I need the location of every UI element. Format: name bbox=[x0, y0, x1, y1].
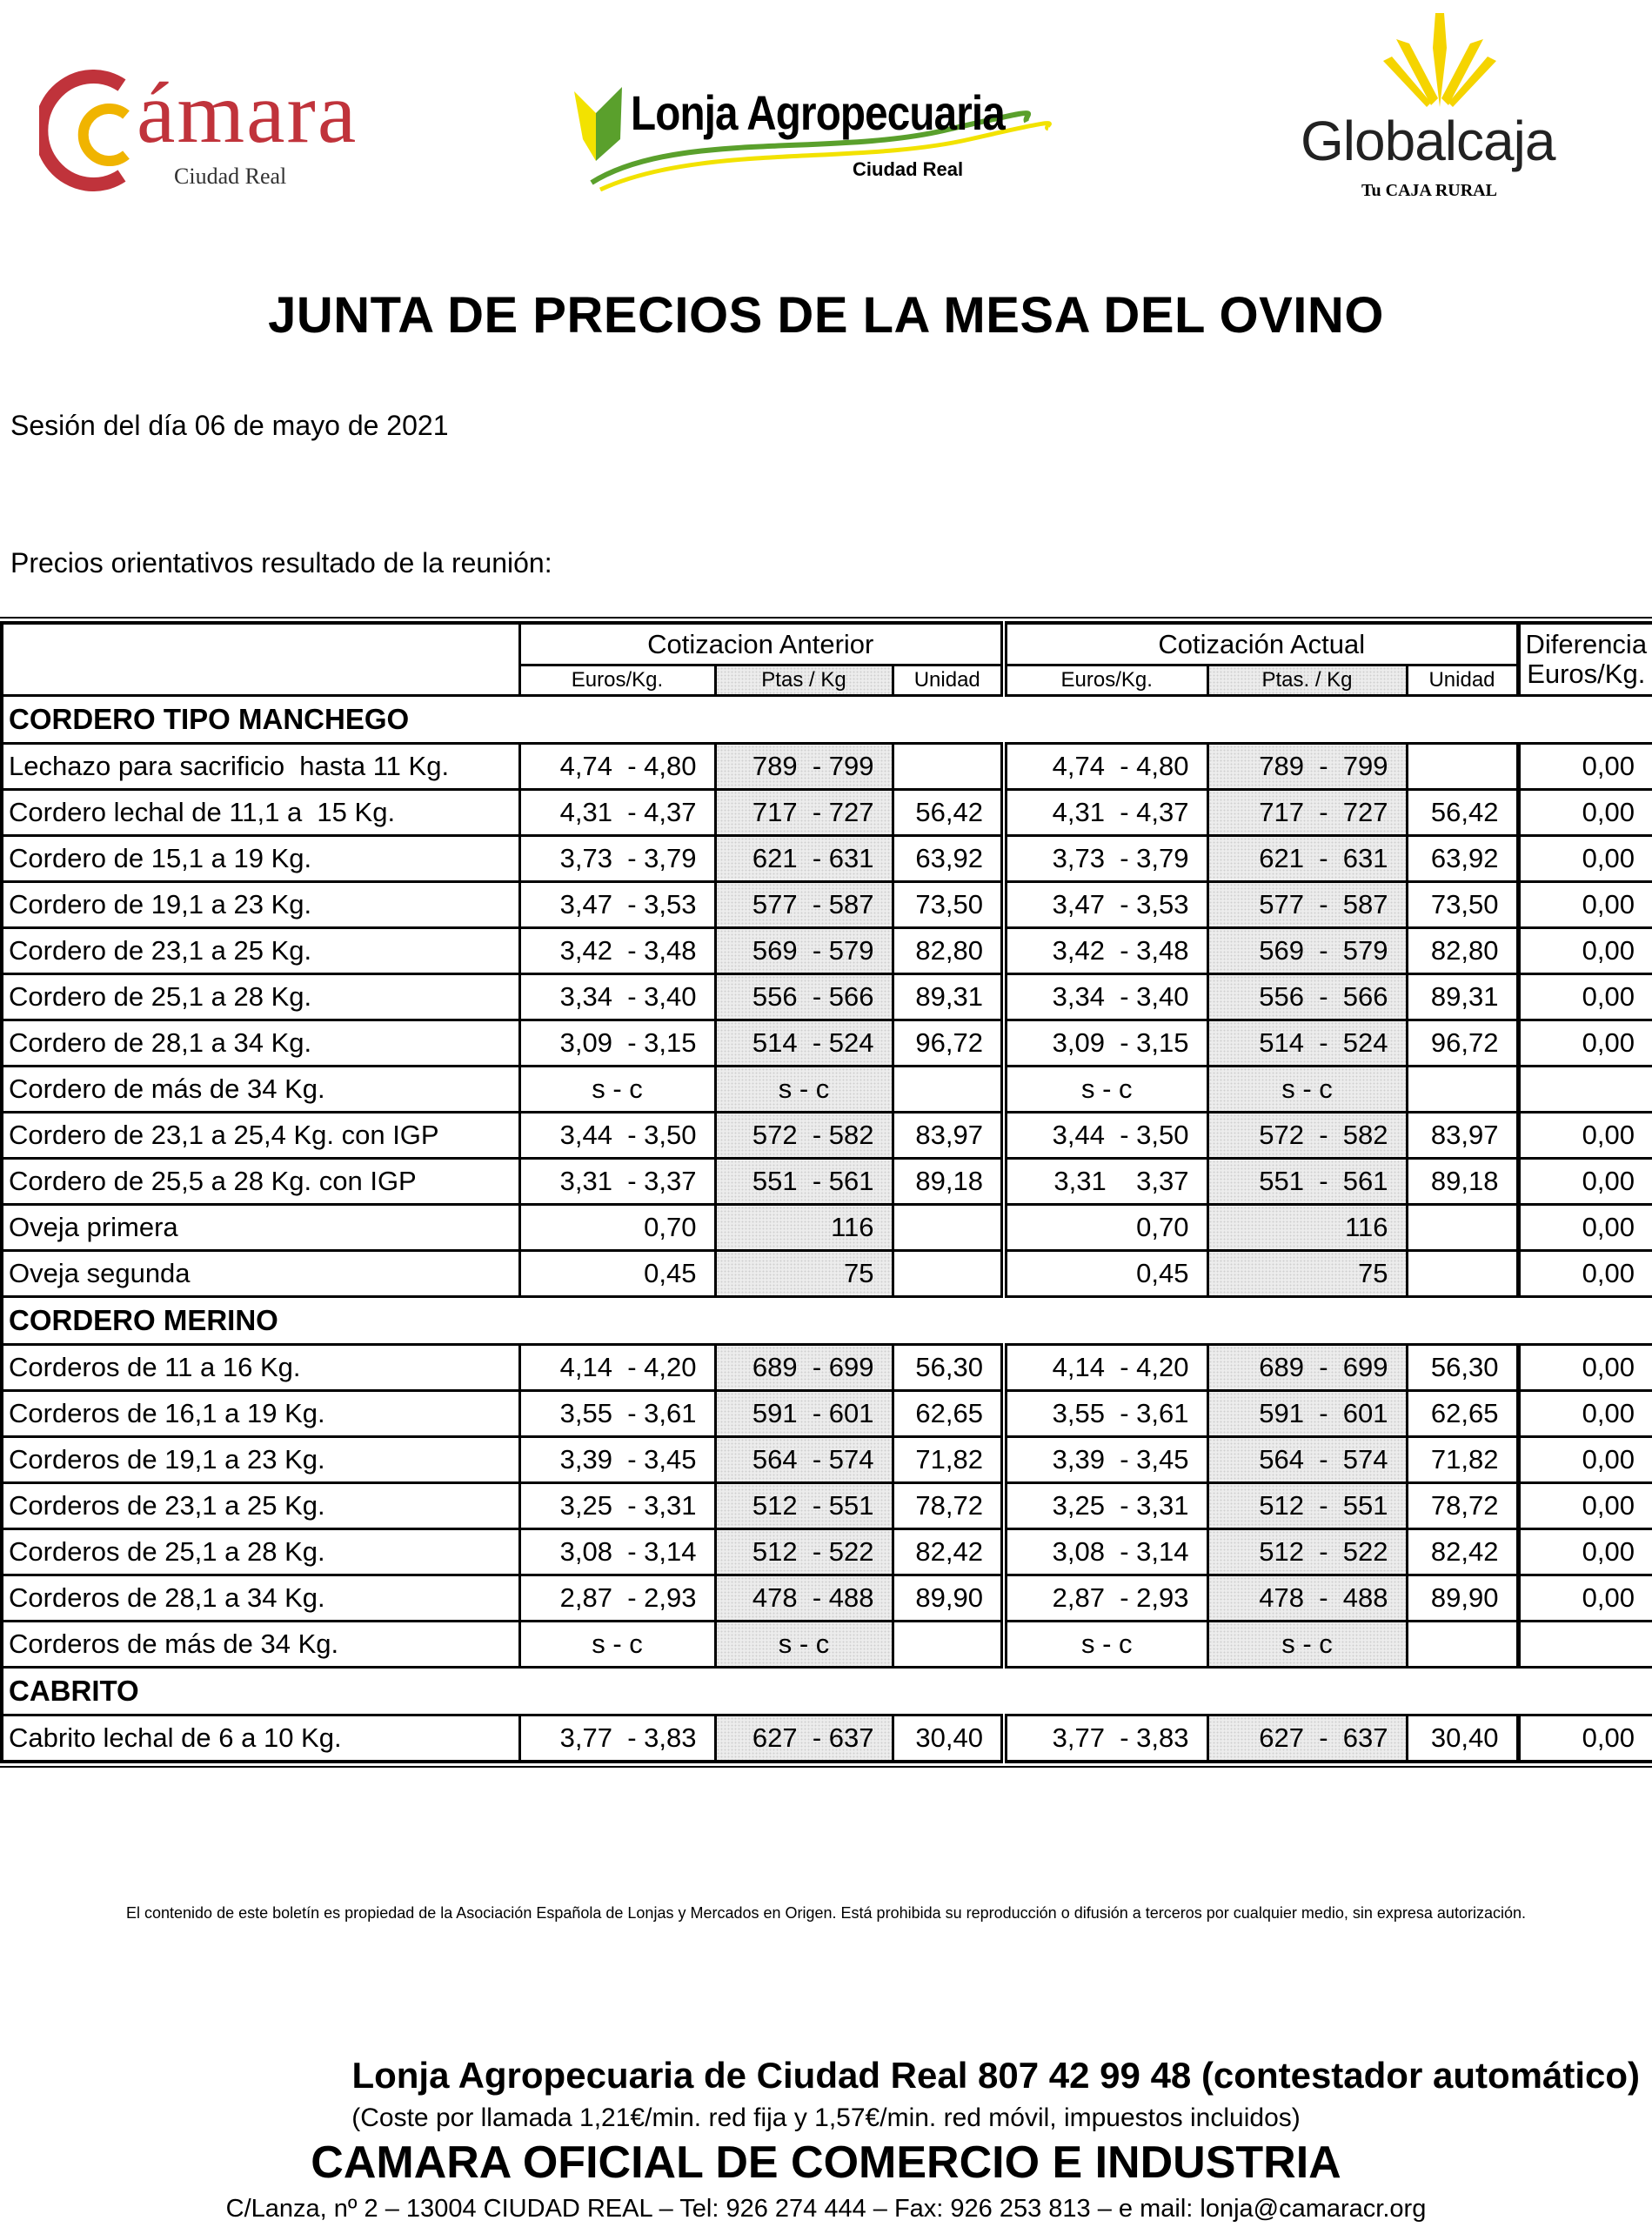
organization-name: CAMARA OFICIAL DE COMERCIO E INDUSTRIA bbox=[311, 2137, 1341, 2188]
actual-euros: 3,73 - 3,79 bbox=[1004, 836, 1207, 882]
anterior-unidad: 82,80 bbox=[893, 928, 1004, 974]
anterior-euros: s - c bbox=[519, 1622, 715, 1668]
actual-unidad: 62,65 bbox=[1407, 1391, 1518, 1437]
anterior-ptas: s - c bbox=[715, 1622, 893, 1668]
actual-euros: 4,14 - 4,20 bbox=[1004, 1345, 1207, 1391]
diferencia: 0,00 bbox=[1518, 1715, 1652, 1762]
actual-ptas: 689 - 699 bbox=[1207, 1345, 1407, 1391]
table-row bbox=[2, 1391, 1652, 1437]
table-row bbox=[2, 1020, 1652, 1067]
diferencia: 0,00 bbox=[1518, 1575, 1652, 1622]
anterior-unidad: 96,72 bbox=[893, 1020, 1004, 1067]
anterior-euros: 3,77 - 3,83 bbox=[519, 1715, 715, 1762]
anterior-unidad bbox=[893, 1067, 1004, 1113]
anterior-euros: 4,74 - 4,80 bbox=[519, 744, 715, 790]
actual-ptas: s - c bbox=[1207, 1622, 1407, 1668]
anterior-unidad: 83,97 bbox=[893, 1113, 1004, 1159]
actual-unidad: 96,72 bbox=[1407, 1020, 1518, 1067]
disclaimer: El contenido de este boletín es propiedad de la Asociación Española de Lonjas y Mercados en Origen. Está prohibida su reproducción o difusión a terceros por cualquier medio, sin expresa autorización. bbox=[126, 1904, 1526, 1922]
anterior-unidad: 89,90 bbox=[893, 1575, 1004, 1622]
anterior-unidad: 78,72 bbox=[893, 1483, 1004, 1529]
actual-unidad: 63,92 bbox=[1407, 836, 1518, 882]
phone-line: Lonja Agropecuaria de Ciudad Real 807 42 99 48 (contestador automático) bbox=[351, 2055, 1640, 2096]
anterior-unidad bbox=[893, 1251, 1004, 1297]
actual-euros: 3,44 - 3,50 bbox=[1004, 1113, 1207, 1159]
actual-ptas: 789 - 799 bbox=[1207, 744, 1407, 790]
actual-unidad: 30,40 bbox=[1407, 1715, 1518, 1762]
anterior-unidad: 63,92 bbox=[893, 836, 1004, 882]
actual-unidad bbox=[1407, 1251, 1518, 1297]
table-row bbox=[2, 790, 1652, 836]
section-header-row bbox=[2, 1668, 1652, 1715]
actual-ptas: 572 - 582 bbox=[1207, 1113, 1407, 1159]
anterior-unidad: 89,18 bbox=[893, 1159, 1004, 1205]
anterior-ptas: 512 - 522 bbox=[715, 1529, 893, 1575]
diferencia: 0,00 bbox=[1518, 1113, 1652, 1159]
actual-ptas: 514 - 524 bbox=[1207, 1020, 1407, 1067]
actual-ptas: 512 - 522 bbox=[1207, 1529, 1407, 1575]
section-title: CABRITO bbox=[2, 1668, 1652, 1715]
anterior-euros: 3,55 - 3,61 bbox=[519, 1391, 715, 1437]
table-row bbox=[2, 744, 1652, 790]
actual-ptas: 591 - 601 bbox=[1207, 1391, 1407, 1437]
anterior-euros: s - c bbox=[519, 1067, 715, 1113]
product-label: Cordero de 25,5 a 28 Kg. con IGP bbox=[2, 1159, 519, 1205]
anterior-ptas: 689 - 699 bbox=[715, 1345, 893, 1391]
actual-unidad: 56,30 bbox=[1407, 1345, 1518, 1391]
actual-euros: 3,77 - 3,83 bbox=[1004, 1715, 1207, 1762]
actual-euros: 0,70 bbox=[1004, 1205, 1207, 1251]
anterior-euros: 3,34 - 3,40 bbox=[519, 974, 715, 1020]
anterior-ptas: 514 - 524 bbox=[715, 1020, 893, 1067]
actual-euros: s - c bbox=[1004, 1067, 1207, 1113]
actual-ptas: 627 - 637 bbox=[1207, 1715, 1407, 1762]
anterior-euros: 4,31 - 4,37 bbox=[519, 790, 715, 836]
camara-logo: ámara Ciudad Real bbox=[39, 70, 422, 200]
product-label: Oveja segunda bbox=[2, 1251, 519, 1297]
intro-text: Precios orientativos resultado de la reunión: bbox=[10, 547, 552, 578]
table-row bbox=[2, 928, 1652, 974]
anterior-ptas: 551 - 561 bbox=[715, 1159, 893, 1205]
diferencia: 0,00 bbox=[1518, 836, 1652, 882]
diferencia: 0,00 bbox=[1518, 1159, 1652, 1205]
product-label: Cordero lechal de 11,1 a 15 Kg. bbox=[2, 790, 519, 836]
anterior-ptas: 564 - 574 bbox=[715, 1437, 893, 1483]
actual-ptas: 564 - 574 bbox=[1207, 1437, 1407, 1483]
product-label: Cabrito lechal de 6 a 10 Kg. bbox=[2, 1715, 519, 1762]
table-row bbox=[2, 1159, 1652, 1205]
actual-euros: 3,39 - 3,45 bbox=[1004, 1437, 1207, 1483]
anterior-unidad: 71,82 bbox=[893, 1437, 1004, 1483]
actual-unidad: 89,31 bbox=[1407, 974, 1518, 1020]
actual-euros: s - c bbox=[1004, 1622, 1207, 1668]
anterior-euros: 3,39 - 3,45 bbox=[519, 1437, 715, 1483]
diferencia bbox=[1518, 1622, 1652, 1668]
actual-ptas: 551 - 561 bbox=[1207, 1159, 1407, 1205]
anterior-ptas: 591 - 601 bbox=[715, 1391, 893, 1437]
product-label: Lechazo para sacrificio hasta 11 Kg. bbox=[2, 744, 519, 790]
actual-ptas: 621 - 631 bbox=[1207, 836, 1407, 882]
actual-unidad: 73,50 bbox=[1407, 882, 1518, 928]
anterior-ptas: 569 - 579 bbox=[715, 928, 893, 974]
table-row bbox=[2, 1622, 1652, 1668]
anterior-unidad: 30,40 bbox=[893, 1715, 1004, 1762]
section-header-row bbox=[2, 696, 1652, 744]
diferencia: 0,00 bbox=[1518, 974, 1652, 1020]
actual-unidad: 78,72 bbox=[1407, 1483, 1518, 1529]
actual-euros: 3,31 3,37 bbox=[1004, 1159, 1207, 1205]
anterior-unidad bbox=[893, 1205, 1004, 1251]
actual-ptas: 75 bbox=[1207, 1251, 1407, 1297]
actual-euros: 0,45 bbox=[1004, 1251, 1207, 1297]
actual-unidad: 82,80 bbox=[1407, 928, 1518, 974]
product-label: Cordero de 19,1 a 23 Kg. bbox=[2, 882, 519, 928]
anterior-euros: 3,25 - 3,31 bbox=[519, 1483, 715, 1529]
anterior-ptas: 512 - 551 bbox=[715, 1483, 893, 1529]
table-row bbox=[2, 1251, 1652, 1297]
product-label: Corderos de 19,1 a 23 Kg. bbox=[2, 1437, 519, 1483]
actual-unidad bbox=[1407, 1205, 1518, 1251]
anterior-ptas: 627 - 637 bbox=[715, 1715, 893, 1762]
actual-euros: 3,34 - 3,40 bbox=[1004, 974, 1207, 1020]
anterior-unidad: 56,42 bbox=[893, 790, 1004, 836]
anterior-euros: 2,87 - 2,93 bbox=[519, 1575, 715, 1622]
actual-unidad: 89,18 bbox=[1407, 1159, 1518, 1205]
cost-line: (Coste por llamada 1,21€/min. red fija y 1,57€/min. red móvil, impuestos incluidos) bbox=[351, 2103, 1301, 2132]
product-label: Corderos de más de 34 Kg. bbox=[2, 1622, 519, 1668]
anterior-euros: 3,44 - 3,50 bbox=[519, 1113, 715, 1159]
header-actual: Cotización Actual bbox=[1004, 623, 1518, 665]
header-anterior: Cotizacion Anterior bbox=[519, 623, 1004, 665]
diferencia bbox=[1518, 1067, 1652, 1113]
product-label: Cordero de 25,1 a 28 Kg. bbox=[2, 974, 519, 1020]
actual-euros: 3,09 - 3,15 bbox=[1004, 1020, 1207, 1067]
actual-unidad: 56,42 bbox=[1407, 790, 1518, 836]
diferencia: 0,00 bbox=[1518, 882, 1652, 928]
section-header-row bbox=[2, 1297, 1652, 1345]
actual-euros: 2,87 - 2,93 bbox=[1004, 1575, 1207, 1622]
table-row bbox=[2, 1529, 1652, 1575]
section-title: CORDERO TIPO MANCHEGO bbox=[2, 696, 1652, 744]
table-row bbox=[2, 882, 1652, 928]
diferencia: 0,00 bbox=[1518, 1251, 1652, 1297]
header-row bbox=[2, 623, 1652, 665]
diferencia: 0,00 bbox=[1518, 1205, 1652, 1251]
product-label: Cordero de más de 34 Kg. bbox=[2, 1067, 519, 1113]
anterior-ptas: s - c bbox=[715, 1067, 893, 1113]
price-table bbox=[0, 621, 1652, 1763]
globalcaja-logo: Globalcaja Tu CAJA RURAL bbox=[1301, 13, 1579, 209]
anterior-unidad: 82,42 bbox=[893, 1529, 1004, 1575]
anterior-unidad: 89,31 bbox=[893, 974, 1004, 1020]
diferencia: 0,00 bbox=[1518, 1345, 1652, 1391]
anterior-ptas: 621 - 631 bbox=[715, 836, 893, 882]
table-row bbox=[2, 1575, 1652, 1622]
actual-euros: 3,47 - 3,53 bbox=[1004, 882, 1207, 928]
product-label: Oveja primera bbox=[2, 1205, 519, 1251]
actual-ptas: 569 - 579 bbox=[1207, 928, 1407, 974]
diferencia: 0,00 bbox=[1518, 744, 1652, 790]
product-label: Corderos de 11 a 16 Kg. bbox=[2, 1345, 519, 1391]
anterior-euros: 3,47 - 3,53 bbox=[519, 882, 715, 928]
product-label: Corderos de 28,1 a 34 Kg. bbox=[2, 1575, 519, 1622]
product-label: Corderos de 16,1 a 19 Kg. bbox=[2, 1391, 519, 1437]
anterior-unidad: 73,50 bbox=[893, 882, 1004, 928]
diferencia: 0,00 bbox=[1518, 928, 1652, 974]
anterior-ptas: 572 - 582 bbox=[715, 1113, 893, 1159]
actual-unidad: 82,42 bbox=[1407, 1529, 1518, 1575]
actual-euros: 3,55 - 3,61 bbox=[1004, 1391, 1207, 1437]
actual-unidad: 83,97 bbox=[1407, 1113, 1518, 1159]
anterior-unidad bbox=[893, 1622, 1004, 1668]
product-label: Cordero de 15,1 a 19 Kg. bbox=[2, 836, 519, 882]
diferencia: 0,00 bbox=[1518, 1391, 1652, 1437]
actual-unidad: 89,90 bbox=[1407, 1575, 1518, 1622]
address-line: C/Lanza, nº 2 – 13004 CIUDAD REAL – Tel: 926 274 444 – Fax: 926 253 813 – e mail: lonja@camaracr.org bbox=[225, 2195, 1427, 2223]
anterior-ptas: 116 bbox=[715, 1205, 893, 1251]
actual-unidad bbox=[1407, 1622, 1518, 1668]
product-label: Cordero de 23,1 a 25,4 Kg. con IGP bbox=[2, 1113, 519, 1159]
diferencia: 0,00 bbox=[1518, 790, 1652, 836]
anterior-euros: 3,09 - 3,15 bbox=[519, 1020, 715, 1067]
actual-ptas: 717 - 727 bbox=[1207, 790, 1407, 836]
anterior-unidad: 56,30 bbox=[893, 1345, 1004, 1391]
product-label: Corderos de 23,1 a 25 Kg. bbox=[2, 1483, 519, 1529]
actual-euros: 4,74 - 4,80 bbox=[1004, 744, 1207, 790]
session-date: Sesión del día 06 de mayo de 2021 bbox=[10, 410, 449, 441]
product-label: Cordero de 23,1 a 25 Kg. bbox=[2, 928, 519, 974]
anterior-ptas: 556 - 566 bbox=[715, 974, 893, 1020]
page-title: JUNTA DE PRECIOS DE LA MESA DEL OVINO bbox=[268, 287, 1384, 344]
header-diferencia: Diferencia Euros/Kg. bbox=[1518, 623, 1652, 696]
table-row bbox=[2, 974, 1652, 1020]
subheader-row: Euros/Kg. Ptas / Kg Unidad Euros/Kg. Ptas. / Kg Unidad bbox=[2, 665, 1652, 696]
actual-ptas: 478 - 488 bbox=[1207, 1575, 1407, 1622]
actual-ptas: 577 - 587 bbox=[1207, 882, 1407, 928]
actual-euros: 3,08 - 3,14 bbox=[1004, 1529, 1207, 1575]
diferencia: 0,00 bbox=[1518, 1437, 1652, 1483]
actual-ptas: 116 bbox=[1207, 1205, 1407, 1251]
anterior-euros: 3,42 - 3,48 bbox=[519, 928, 715, 974]
diferencia: 0,00 bbox=[1518, 1529, 1652, 1575]
anterior-euros: 0,70 bbox=[519, 1205, 715, 1251]
diferencia: 0,00 bbox=[1518, 1020, 1652, 1067]
anterior-ptas: 478 - 488 bbox=[715, 1575, 893, 1622]
actual-ptas: 512 - 551 bbox=[1207, 1483, 1407, 1529]
table-row bbox=[2, 1483, 1652, 1529]
anterior-unidad: 62,65 bbox=[893, 1391, 1004, 1437]
actual-ptas: 556 - 566 bbox=[1207, 974, 1407, 1020]
wheat-icon bbox=[1301, 13, 1579, 110]
anterior-euros: 3,08 - 3,14 bbox=[519, 1529, 715, 1575]
anterior-ptas: 717 - 727 bbox=[715, 790, 893, 836]
actual-unidad bbox=[1407, 1067, 1518, 1113]
anterior-unidad bbox=[893, 744, 1004, 790]
table-row bbox=[2, 836, 1652, 882]
actual-euros: 3,42 - 3,48 bbox=[1004, 928, 1207, 974]
anterior-ptas: 75 bbox=[715, 1251, 893, 1297]
anterior-euros: 4,14 - 4,20 bbox=[519, 1345, 715, 1391]
anterior-ptas: 577 - 587 bbox=[715, 882, 893, 928]
table-row bbox=[2, 1437, 1652, 1483]
table-row bbox=[2, 1067, 1652, 1113]
camara-c-emblem-icon bbox=[39, 70, 135, 191]
table-row bbox=[2, 1345, 1652, 1391]
actual-ptas: s - c bbox=[1207, 1067, 1407, 1113]
anterior-euros: 3,31 - 3,37 bbox=[519, 1159, 715, 1205]
anterior-ptas: 789 - 799 bbox=[715, 744, 893, 790]
section-title: CORDERO MERINO bbox=[2, 1297, 1652, 1345]
product-label: Cordero de 28,1 a 34 Kg. bbox=[2, 1020, 519, 1067]
lonja-logo: Lonja Agropecuaria Ciudad Real bbox=[570, 78, 1057, 191]
table-row bbox=[2, 1715, 1652, 1762]
table-row bbox=[2, 1113, 1652, 1159]
diferencia: 0,00 bbox=[1518, 1483, 1652, 1529]
anterior-euros: 0,45 bbox=[519, 1251, 715, 1297]
table-row bbox=[2, 1205, 1652, 1251]
actual-euros: 4,31 - 4,37 bbox=[1004, 790, 1207, 836]
actual-unidad bbox=[1407, 744, 1518, 790]
actual-unidad: 71,82 bbox=[1407, 1437, 1518, 1483]
product-label: Corderos de 25,1 a 28 Kg. bbox=[2, 1529, 519, 1575]
anterior-euros: 3,73 - 3,79 bbox=[519, 836, 715, 882]
actual-euros: 3,25 - 3,31 bbox=[1004, 1483, 1207, 1529]
